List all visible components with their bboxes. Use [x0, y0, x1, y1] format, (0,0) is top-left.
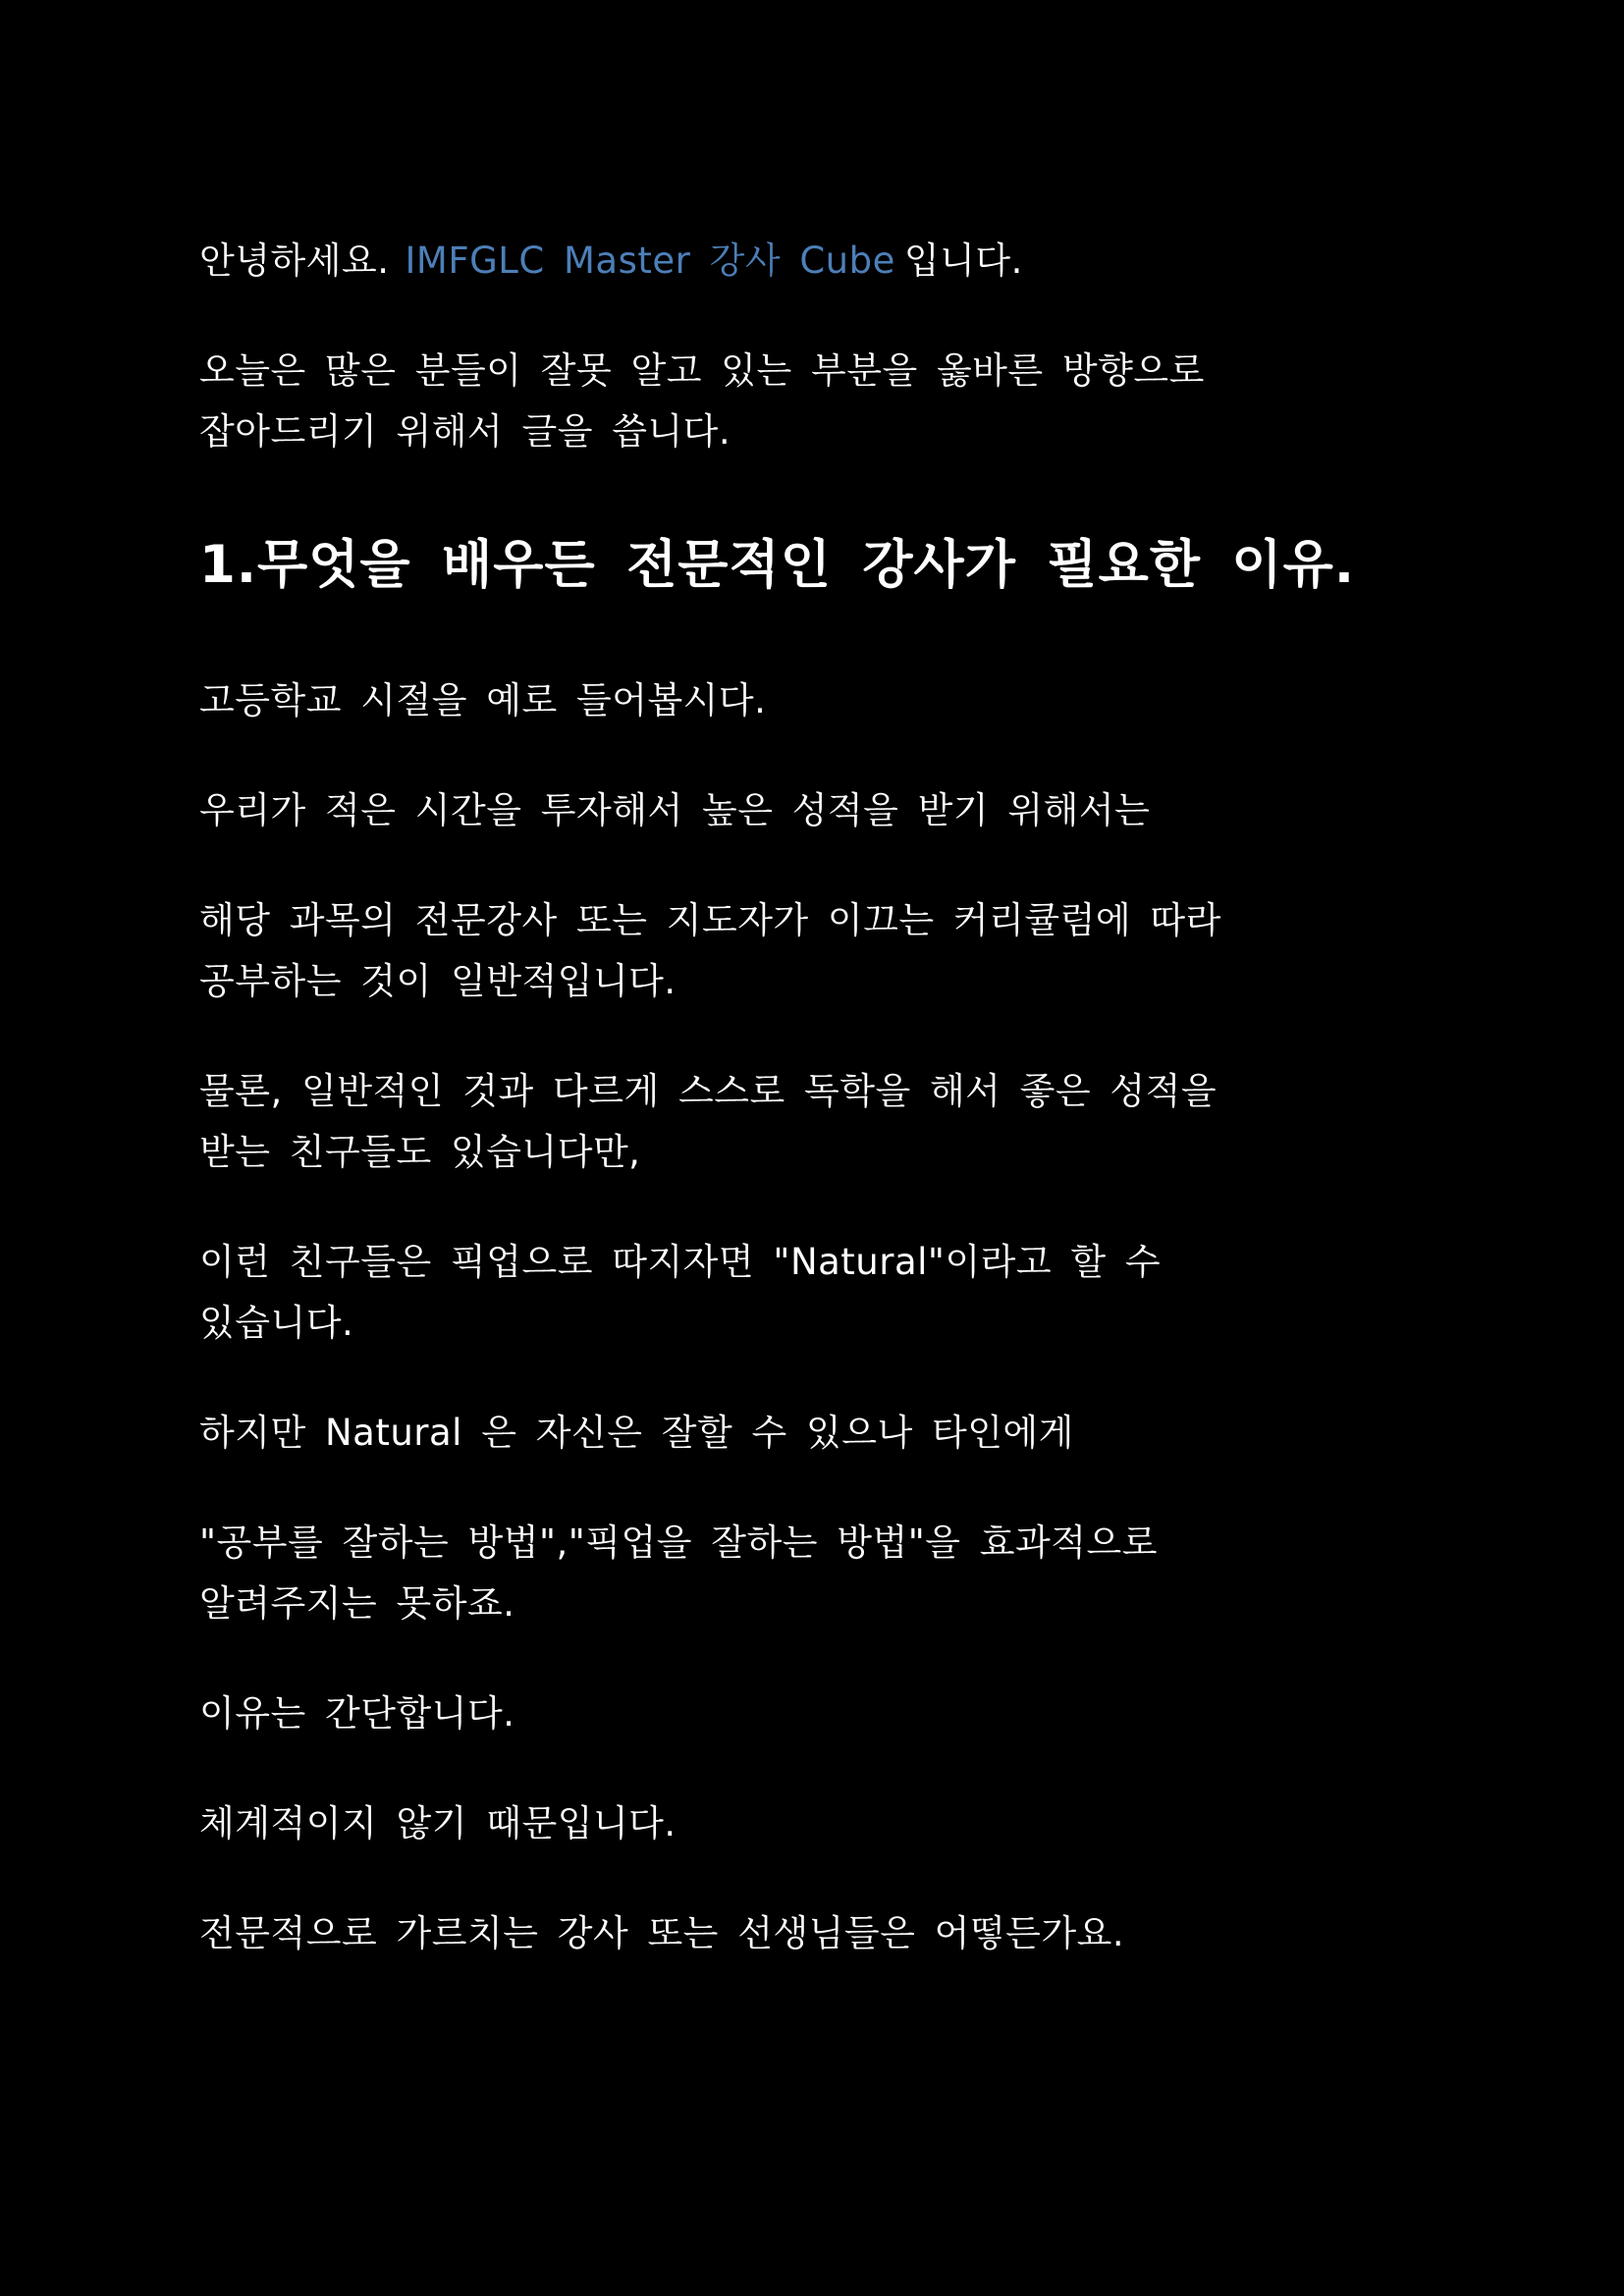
intro-paragraph — [199, 341, 1477, 462]
paragraph-line: 고등학교 시절을 예로 들어봅시다. — [199, 679, 767, 721]
paragraph — [199, 670, 1477, 731]
paragraph-line: 해당 과목의 전문강사 또는 지도자가 이끄는 커리큘럼에 따라 — [199, 899, 1221, 941]
greeting-highlight-link[interactable]: IMFGLC Master 강사 Cube — [405, 240, 895, 282]
paragraph-line: 받는 친구들도 있습니다만, — [199, 1131, 641, 1173]
paragraph-line: 공부하는 것이 일반적입니다. — [199, 960, 677, 1002]
paragraph — [199, 1903, 1477, 1964]
paragraph-line: 하지만 Natural 은 자신은 잘할 수 있으나 타인에게 — [199, 1412, 1074, 1454]
paragraph — [199, 890, 1477, 1012]
paragraph-line: 체계적이지 않기 때문입니다. — [199, 1802, 677, 1844]
paragraph-line: 알려주지는 못하죠. — [199, 1582, 515, 1625]
greeting-suffix: 입니다. — [903, 240, 1023, 282]
paragraph — [199, 1793, 1477, 1854]
paragraph — [199, 1683, 1477, 1744]
paragraph-line: 전문적으로 가르치는 강사 또는 선생님들은 어떻든가요. — [199, 1912, 1125, 1954]
paragraph — [199, 1513, 1477, 1634]
greeting-line — [199, 231, 1477, 292]
paragraph-line: 있습니다. — [199, 1302, 354, 1344]
paragraph — [199, 1232, 1477, 1354]
intro-paragraph-line: 오늘은 많은 분들이 잘못 알고 있는 부분을 옳바른 방향으로 — [199, 349, 1205, 392]
paragraph-line: 이유는 간단합니다. — [199, 1692, 515, 1735]
paragraph-line: 우리가 적은 시간을 투자해서 높은 성적을 받기 위해서는 — [199, 789, 1151, 831]
paragraph — [199, 1061, 1477, 1183]
paragraph-line: 이런 친구들은 픽업으로 따지자면 "Natural"이라고 할 수 — [199, 1241, 1162, 1283]
intro-paragraph-line: 잡아드리기 위해서 글을 씁니다. — [199, 410, 731, 453]
paragraph — [199, 1403, 1477, 1464]
paragraph-line: 물론, 일반적인 것과 다르게 스스로 독학을 해서 좋은 성적을 — [199, 1070, 1218, 1112]
paragraph — [199, 780, 1477, 841]
section-heading: 1.무엇을 배우든 전문적인 강사가 필요한 이유. — [199, 535, 1355, 595]
greeting-prefix: 안녕하세요. — [199, 240, 390, 282]
paragraph-line: "공부를 잘하는 방법","픽업을 잘하는 방법"을 효과적으로 — [199, 1522, 1158, 1564]
